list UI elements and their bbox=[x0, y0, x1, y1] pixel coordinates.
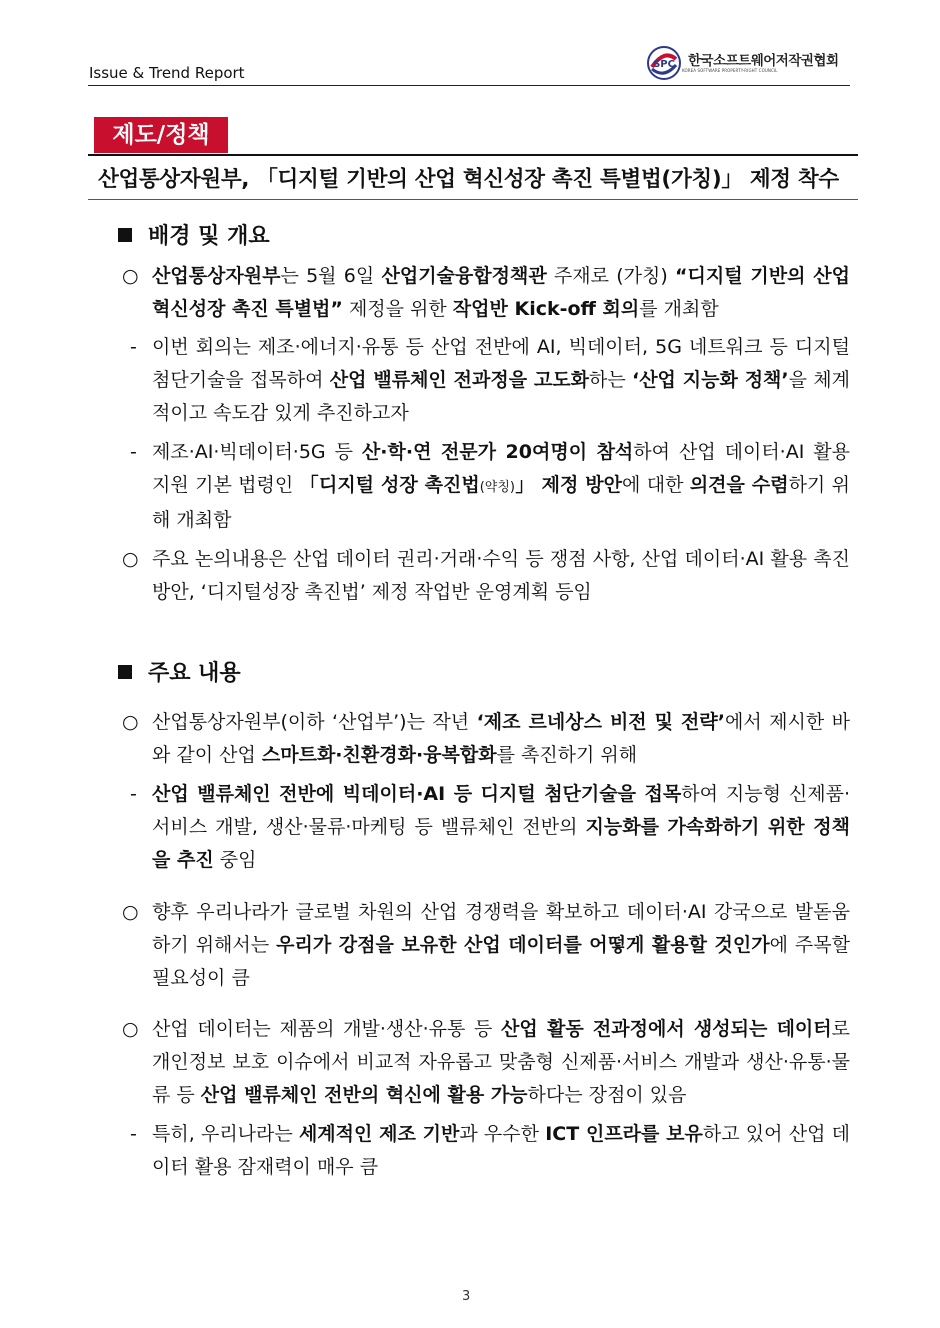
bg-paragraph-1: ○ 산업통상자원부는 5월 6일 산업기술융합정책관 주재로 (가칭) “디지털 기반의 산업 혁신성장 촉진 특별법” 제정을 위한 작업반 Kick-off 회의를 개최함 bbox=[122, 260, 850, 326]
main-paragraph-5: - 특히, 우리나라는 세계적인 제조 기반과 우수한 ICT 인프라를 보유하고 있어 산업 데이터 활용 잠재력이 매우 큼 bbox=[130, 1118, 850, 1184]
report-title: Issue & Trend Report bbox=[89, 64, 245, 82]
category-divider bbox=[88, 154, 858, 156]
square-bullet-icon bbox=[118, 665, 132, 679]
circle-bullet: ○ bbox=[122, 548, 139, 570]
section-heading-background: 배경 및 개요 bbox=[118, 219, 270, 250]
category-badge: 제도/정책 bbox=[94, 117, 228, 153]
org-english-name: KOREA SOFTWARE PROPERTY-RIGHT COUNCIL bbox=[682, 67, 778, 73]
page-number: 3 bbox=[462, 1289, 471, 1304]
bg-paragraph-3: - 제조·AI·빅데이터·5G 등 산·학·연 전문가 20여명이 참석하여 산업 데이터·AI 활용 지원 기본 법령인 「디지털 성장 촉진법(약칭)」 제정 방안에 대한 의견을 수렴하기 위해 개최함 bbox=[130, 436, 850, 537]
circle-bullet: ○ bbox=[122, 711, 139, 733]
dash-bullet: - bbox=[130, 1123, 137, 1145]
article-headline: 산업통상자원부, 「디지털 기반의 산업 혁신성장 촉진 특별법(가칭)」 제정 착수 bbox=[98, 167, 839, 192]
main-paragraph-1: ○ 산업통상자원부(이하 ‘산업부’)는 작년 ‘제조 르네상스 비전 및 전략’에서 제시한 바와 같이 산업 스마트화·친환경화·융복합화를 촉진하기 위해 bbox=[122, 706, 850, 772]
org-name: 한국소프트웨어저작권협회 bbox=[688, 52, 839, 69]
circle-bullet: ○ bbox=[122, 1018, 139, 1040]
bg-paragraph-2: - 이번 회의는 제조·에너지·유통 등 산업 전반에 AI, 빅데이터, 5G 네트워크 등 디지털 첨단기술을 접목하여 산업 밸류체인 전과정을 고도화하는 ‘산업 지능화 정책’을 체계적이고 속도감 있게 추진하고자 bbox=[130, 331, 850, 430]
org-logo bbox=[646, 45, 851, 81]
dash-bullet: - bbox=[130, 441, 137, 463]
circle-bullet: ○ bbox=[122, 265, 139, 287]
dash-bullet: - bbox=[130, 336, 137, 358]
circle-bullet: ○ bbox=[122, 901, 139, 923]
main-paragraph-3: ○ 향후 우리나라가 글로벌 차원의 산업 경쟁력을 확보하고 데이터·AI 강국으로 발돋움하기 위해서는 우리가 강점을 보유한 산업 데이터를 어떻게 활용할 것인가에 주목할 필요성이 큼 bbox=[122, 896, 850, 995]
header-divider bbox=[88, 85, 850, 86]
headline-divider bbox=[88, 199, 858, 200]
section-heading-main: 주요 내용 bbox=[118, 656, 241, 687]
dash-bullet: - bbox=[130, 783, 137, 805]
main-paragraph-2: - 산업 밸류체인 전반에 빅데이터·AI 등 디지털 첨단기술을 접목하여 지능형 신제품·서비스 개발, 생산·물류·마케팅 등 밸류체인 전반의 지능화를 가속화하기 위한 정책을 추진 중임 bbox=[130, 778, 850, 877]
main-paragraph-4: ○ 산업 데이터는 제품의 개발·생산·유통 등 산업 활동 전과정에서 생성되는 데이터로 개인정보 보호 이슈에서 비교적 자유롭고 맞춤형 신제품·서비스 개발과 생산·유통·물류 등 산업 밸류체인 전반의 혁신에 활용 가능하다는 장점이 있음 bbox=[122, 1013, 850, 1112]
spc-logo-icon bbox=[646, 45, 682, 81]
logo-letters: SPC bbox=[653, 59, 675, 70]
bg-paragraph-4: ○ 주요 논의내용은 산업 데이터 권리·거래·수익 등 쟁점 사항, 산업 데이터·AI 활용 촉진 방안, ‘디지털성장 촉진법’ 제정 작업반 운영계획 등임 bbox=[122, 543, 850, 609]
square-bullet-icon bbox=[118, 228, 132, 242]
